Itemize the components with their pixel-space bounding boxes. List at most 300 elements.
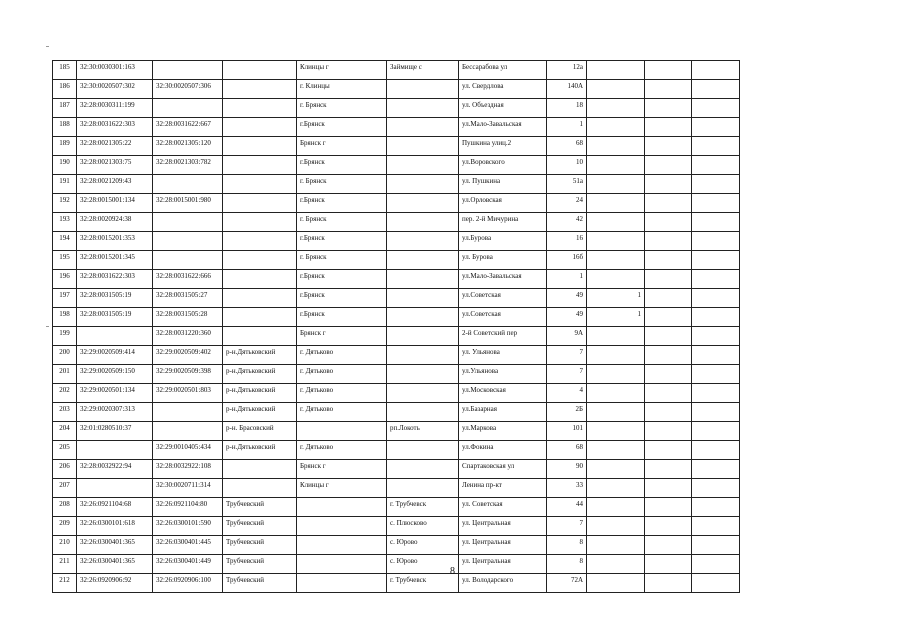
settlement-cell: рп.Локоть [387, 422, 459, 441]
extra-col-9-cell [587, 517, 645, 536]
extra-col-11-cell [692, 251, 740, 270]
cadastral-number-cell: 32:28:0015201:345 [77, 251, 153, 270]
street-cell: ул.Советская [459, 289, 547, 308]
settlement-cell: с. Плюсково [387, 517, 459, 536]
settlement-cell [387, 403, 459, 422]
cadastral-number-cell [77, 327, 153, 346]
row-number-cell: 200 [53, 346, 77, 365]
city-cell: г. Брянск [297, 251, 387, 270]
row-number-cell: 210 [53, 536, 77, 555]
cadastral-number-2-cell: 32:26:0300401:449 [153, 555, 223, 574]
table-row [53, 346, 740, 365]
extra-col-10-cell [645, 213, 692, 232]
extra-col-10-cell [645, 365, 692, 384]
extra-col-10-cell [645, 99, 692, 118]
extra-col-10-cell [645, 479, 692, 498]
cadastral-number-2-cell: 32:28:0031505:27 [153, 289, 223, 308]
table-row [53, 251, 740, 270]
cadastral-number-cell: 32:30:0030301:163 [77, 61, 153, 80]
row-number-cell: 187 [53, 99, 77, 118]
table-row [53, 327, 740, 346]
extra-col-11-cell [692, 517, 740, 536]
extra-col-10-cell [645, 175, 692, 194]
table-row [53, 365, 740, 384]
street-cell: пер. 2-й Мичурина [459, 213, 547, 232]
extra-col-11-cell [692, 289, 740, 308]
street-cell: ул. Свердлова [459, 80, 547, 99]
city-cell: Брянск г [297, 137, 387, 156]
house-cell: 49 [547, 308, 587, 327]
cadastral-number-2-cell: 32:28:0031220:360 [153, 327, 223, 346]
city-cell: г. Брянск [297, 213, 387, 232]
scan-mark [46, 46, 49, 47]
extra-col-9-cell [587, 118, 645, 137]
table-row [53, 80, 740, 99]
extra-col-11-cell [692, 498, 740, 517]
page-number: 8 [450, 566, 455, 577]
district-cell [223, 213, 297, 232]
extra-col-11-cell [692, 137, 740, 156]
district-cell [223, 327, 297, 346]
district-cell: р-н.Дятьковский [223, 384, 297, 403]
street-cell: ул. Володарского [459, 574, 547, 593]
extra-col-11-cell [692, 460, 740, 479]
cadastral-number-cell: 32:29:0020509:414 [77, 346, 153, 365]
extra-col-9-cell [587, 422, 645, 441]
extra-col-10-cell [645, 194, 692, 213]
cadastral-number-cell: 32:28:0021209:43 [77, 175, 153, 194]
cadastral-number-cell: 32:29:0020307:313 [77, 403, 153, 422]
cadastral-number-cell: 32:26:0920906:92 [77, 574, 153, 593]
settlement-cell [387, 441, 459, 460]
extra-col-9-cell [587, 213, 645, 232]
district-cell: Трубчевский [223, 536, 297, 555]
house-cell: 68 [547, 441, 587, 460]
city-cell: г.Брянск [297, 289, 387, 308]
extra-col-11-cell [692, 156, 740, 175]
street-cell: Спартаковская ул [459, 460, 547, 479]
cadastral-number-2-cell: 32:28:0015001:980 [153, 194, 223, 213]
city-cell: Клинцы г [297, 61, 387, 80]
extra-col-9-cell [587, 61, 645, 80]
cadastral-number-cell: 32:28:0015001:134 [77, 194, 153, 213]
cadastral-number-cell: 32:28:0031505:19 [77, 308, 153, 327]
district-cell [223, 460, 297, 479]
settlement-cell [387, 251, 459, 270]
street-cell: ул. Бурова [459, 251, 547, 270]
house-cell: 12а [547, 61, 587, 80]
city-cell: г.Брянск [297, 308, 387, 327]
house-cell: 51а [547, 175, 587, 194]
extra-col-9-cell [587, 80, 645, 99]
cadastral-number-cell: 32:30:0020507:302 [77, 80, 153, 99]
city-cell: Брянск г [297, 460, 387, 479]
settlement-cell: г. Трубчевск [387, 498, 459, 517]
district-cell: Трубчевский [223, 498, 297, 517]
city-cell: г. Дятьково [297, 365, 387, 384]
row-number-cell: 186 [53, 80, 77, 99]
extra-col-10-cell [645, 422, 692, 441]
cadastral-number-2-cell: 32:28:0032922:108 [153, 460, 223, 479]
street-cell: ул. Ульянова [459, 346, 547, 365]
cadastral-number-cell: 32:28:0015201:353 [77, 232, 153, 251]
extra-col-10-cell [645, 289, 692, 308]
row-number-cell: 209 [53, 517, 77, 536]
house-cell: 1 [547, 118, 587, 137]
cadastral-number-2-cell [153, 213, 223, 232]
street-cell: 2-й Советский пер [459, 327, 547, 346]
settlement-cell [387, 365, 459, 384]
street-cell: Ленина пр-кт [459, 479, 547, 498]
row-number-cell: 212 [53, 574, 77, 593]
extra-col-11-cell [692, 422, 740, 441]
extra-col-10-cell [645, 80, 692, 99]
extra-col-9-cell [587, 156, 645, 175]
cadastral-number-cell: 32:29:0020501:134 [77, 384, 153, 403]
district-cell [223, 251, 297, 270]
extra-col-9-cell [587, 346, 645, 365]
settlement-cell [387, 118, 459, 137]
extra-col-10-cell [645, 118, 692, 137]
table-row [53, 213, 740, 232]
settlement-cell: Займище с [387, 61, 459, 80]
cadastral-number-2-cell [153, 99, 223, 118]
extra-col-9-cell [587, 251, 645, 270]
house-cell: 8 [547, 555, 587, 574]
extra-col-10-cell [645, 137, 692, 156]
street-cell: ул.Советская [459, 308, 547, 327]
extra-col-9-cell [587, 194, 645, 213]
extra-col-10-cell [645, 384, 692, 403]
table-row [53, 384, 740, 403]
cadastral-number-2-cell: 32:29:0010405:434 [153, 441, 223, 460]
cadastral-number-cell: 32:29:0020509:150 [77, 365, 153, 384]
row-number-cell: 196 [53, 270, 77, 289]
district-cell [223, 270, 297, 289]
extra-col-10-cell [645, 61, 692, 80]
table-row [53, 118, 740, 137]
cadastral-number-cell: 32:28:0031622:303 [77, 118, 153, 137]
house-cell: 7 [547, 365, 587, 384]
extra-col-10-cell [645, 460, 692, 479]
table-row [53, 194, 740, 213]
cadastral-number-cell: 32:26:0300401:365 [77, 536, 153, 555]
street-cell: ул.Бурова [459, 232, 547, 251]
cadastral-number-cell: 32:28:0021303:75 [77, 156, 153, 175]
extra-col-10-cell [645, 156, 692, 175]
settlement-cell [387, 156, 459, 175]
cadastral-number-2-cell [153, 175, 223, 194]
extra-col-10-cell [645, 441, 692, 460]
extra-col-9-cell: 1 [587, 308, 645, 327]
street-cell: ул.Воровского [459, 156, 547, 175]
extra-col-11-cell [692, 441, 740, 460]
extra-col-9-cell [587, 365, 645, 384]
settlement-cell [387, 479, 459, 498]
extra-col-9-cell [587, 384, 645, 403]
cadastral-number-2-cell: 32:26:0300401:445 [153, 536, 223, 555]
street-cell: ул. Пушкина [459, 175, 547, 194]
table-row [53, 232, 740, 251]
house-cell: 16б [547, 251, 587, 270]
district-cell [223, 137, 297, 156]
extra-col-11-cell [692, 384, 740, 403]
settlement-cell [387, 137, 459, 156]
extra-col-9-cell [587, 99, 645, 118]
extra-col-9-cell [587, 175, 645, 194]
extra-col-11-cell [692, 80, 740, 99]
extra-col-11-cell [692, 327, 740, 346]
row-number-cell: 198 [53, 308, 77, 327]
settlement-cell: г. Трубчевск [387, 574, 459, 593]
house-cell: 140А [547, 80, 587, 99]
city-cell: г.Брянск [297, 156, 387, 175]
settlement-cell [387, 232, 459, 251]
extra-col-11-cell [692, 99, 740, 118]
scan-mark [46, 326, 49, 327]
district-cell [223, 61, 297, 80]
house-cell: 42 [547, 213, 587, 232]
extra-col-9-cell [587, 441, 645, 460]
district-cell: р-н.Дятьковский [223, 346, 297, 365]
cadastral-number-2-cell: 32:26:0920906:100 [153, 574, 223, 593]
row-number-cell: 188 [53, 118, 77, 137]
row-number-cell: 185 [53, 61, 77, 80]
cadastral-number-2-cell: 32:28:0031505:28 [153, 308, 223, 327]
extra-col-11-cell [692, 479, 740, 498]
city-cell: г. Дятьково [297, 346, 387, 365]
register-table-body [53, 61, 740, 593]
cadastral-number-2-cell: 32:28:0021305:120 [153, 137, 223, 156]
street-cell: ул.Московская [459, 384, 547, 403]
cadastral-number-2-cell: 32:30:0020507:306 [153, 80, 223, 99]
city-cell: г.Брянск [297, 270, 387, 289]
cadastral-number-2-cell: 32:28:0021303:782 [153, 156, 223, 175]
extra-col-10-cell [645, 232, 692, 251]
city-cell: г.Брянск [297, 118, 387, 137]
extra-col-9-cell [587, 479, 645, 498]
street-cell: ул.Маркова [459, 422, 547, 441]
cadastral-number-2-cell: 32:28:0031622:666 [153, 270, 223, 289]
extra-col-11-cell [692, 346, 740, 365]
district-cell [223, 194, 297, 213]
extra-col-10-cell [645, 251, 692, 270]
street-cell: Пушкина улиц.2 [459, 137, 547, 156]
extra-col-11-cell [692, 270, 740, 289]
house-cell: 8 [547, 536, 587, 555]
district-cell [223, 289, 297, 308]
table-row [53, 61, 740, 80]
city-cell: г. Брянск [297, 99, 387, 118]
table-row [53, 137, 740, 156]
row-number-cell: 201 [53, 365, 77, 384]
cadastral-number-2-cell [153, 251, 223, 270]
district-cell [223, 80, 297, 99]
extra-col-9-cell [587, 232, 645, 251]
city-cell [297, 422, 387, 441]
city-cell [297, 536, 387, 555]
house-cell: 90 [547, 460, 587, 479]
cadastral-number-2-cell: 32:26:0300101:590 [153, 517, 223, 536]
extra-col-9-cell [587, 460, 645, 479]
settlement-cell [387, 175, 459, 194]
settlement-cell [387, 289, 459, 308]
cadastral-number-cell [77, 441, 153, 460]
street-cell: ул.Фокина [459, 441, 547, 460]
extra-col-10-cell [645, 403, 692, 422]
extra-col-11-cell [692, 194, 740, 213]
street-cell: ул.Ульянова [459, 365, 547, 384]
table-row [53, 422, 740, 441]
table-row [53, 536, 740, 555]
street-cell: ул.Мало-Завальская [459, 118, 547, 137]
settlement-cell: с. Юрово [387, 536, 459, 555]
settlement-cell [387, 327, 459, 346]
row-number-cell: 207 [53, 479, 77, 498]
house-cell: 18 [547, 99, 587, 118]
house-cell: 7 [547, 517, 587, 536]
cadastral-number-cell: 32:28:0031622:303 [77, 270, 153, 289]
city-cell: г.Брянск [297, 232, 387, 251]
cadastral-number-cell: 32:28:0031505:19 [77, 289, 153, 308]
extra-col-10-cell [645, 270, 692, 289]
district-cell: Трубчевский [223, 574, 297, 593]
settlement-cell [387, 99, 459, 118]
table-row [53, 156, 740, 175]
street-cell: Бессарабова ул [459, 61, 547, 80]
house-cell: 101 [547, 422, 587, 441]
cadastral-number-2-cell: 32:30:0020711:314 [153, 479, 223, 498]
row-number-cell: 211 [53, 555, 77, 574]
house-cell: 72А [547, 574, 587, 593]
street-cell: ул.Базарная [459, 403, 547, 422]
street-cell: ул.Орловская [459, 194, 547, 213]
cadastral-number-2-cell: 32:28:0031622:667 [153, 118, 223, 137]
city-cell: Клинцы г [297, 479, 387, 498]
city-cell: г. Клинцы [297, 80, 387, 99]
house-cell: 33 [547, 479, 587, 498]
house-cell: 9А [547, 327, 587, 346]
district-cell [223, 156, 297, 175]
settlement-cell [387, 460, 459, 479]
extra-col-10-cell [645, 536, 692, 555]
city-cell [297, 517, 387, 536]
extra-col-10-cell [645, 308, 692, 327]
extra-col-10-cell [645, 327, 692, 346]
city-cell: Брянск г [297, 327, 387, 346]
table-row [53, 270, 740, 289]
settlement-cell [387, 194, 459, 213]
row-number-cell: 208 [53, 498, 77, 517]
district-cell [223, 99, 297, 118]
city-cell: г. Дятьково [297, 403, 387, 422]
district-cell [223, 118, 297, 137]
cadastral-number-cell: 32:26:0300101:618 [77, 517, 153, 536]
extra-col-11-cell [692, 365, 740, 384]
settlement-cell: с. Юрово [387, 555, 459, 574]
house-cell: 7 [547, 346, 587, 365]
extra-col-9-cell [587, 270, 645, 289]
extra-col-9-cell [587, 137, 645, 156]
house-cell: 44 [547, 498, 587, 517]
row-number-cell: 194 [53, 232, 77, 251]
city-cell: г. Брянск [297, 175, 387, 194]
house-cell: 24 [547, 194, 587, 213]
row-number-cell: 189 [53, 137, 77, 156]
cadastral-number-cell: 32:26:0921104:68 [77, 498, 153, 517]
cadastral-number-cell [77, 479, 153, 498]
settlement-cell [387, 308, 459, 327]
table-row [53, 289, 740, 308]
row-number-cell: 197 [53, 289, 77, 308]
street-cell: ул.Мало-Завальская [459, 270, 547, 289]
table-row [53, 441, 740, 460]
street-cell: ул. Объездная [459, 99, 547, 118]
house-cell: 16 [547, 232, 587, 251]
district-cell: Трубчевский [223, 517, 297, 536]
extra-col-11-cell [692, 213, 740, 232]
city-cell: г. Дятьково [297, 441, 387, 460]
city-cell: г.Брянск [297, 194, 387, 213]
district-cell [223, 308, 297, 327]
house-cell: 10 [547, 156, 587, 175]
district-cell: р-н.Дятьковский [223, 441, 297, 460]
table-row [53, 517, 740, 536]
row-number-cell: 193 [53, 213, 77, 232]
cadastral-number-2-cell [153, 61, 223, 80]
extra-col-9-cell: 1 [587, 289, 645, 308]
extra-col-11-cell [692, 118, 740, 137]
city-cell: г. Дятьково [297, 384, 387, 403]
cadastral-number-cell: 32:28:0021305:22 [77, 137, 153, 156]
house-cell: 49 [547, 289, 587, 308]
district-cell: р-н.Дятьковский [223, 365, 297, 384]
extra-col-9-cell [587, 327, 645, 346]
district-cell: Трубчевский [223, 555, 297, 574]
street-cell: ул. Центральная [459, 555, 547, 574]
cadastral-number-cell: 32:01:0280510:37 [77, 422, 153, 441]
cadastral-number-cell: 32:28:0030311:199 [77, 99, 153, 118]
cadastral-number-2-cell: 32:29:0020509:402 [153, 346, 223, 365]
district-cell: р-н. Брасовский [223, 422, 297, 441]
settlement-cell [387, 213, 459, 232]
extra-col-11-cell [692, 403, 740, 422]
table-row [53, 99, 740, 118]
row-number-cell: 195 [53, 251, 77, 270]
street-cell: ул. Центральная [459, 517, 547, 536]
extra-col-11-cell [692, 308, 740, 327]
settlement-cell [387, 384, 459, 403]
extra-col-9-cell [587, 498, 645, 517]
cadastral-number-2-cell: 32:29:0020509:398 [153, 365, 223, 384]
table-row [53, 498, 740, 517]
extra-col-11-cell [692, 232, 740, 251]
city-cell [297, 498, 387, 517]
extra-col-11-cell [692, 175, 740, 194]
extra-col-11-cell [692, 61, 740, 80]
district-cell: р-н.Дятьковский [223, 403, 297, 422]
street-cell: ул. Центральная [459, 536, 547, 555]
table-row [53, 403, 740, 422]
cadastral-number-cell: 32:28:0032922:94 [77, 460, 153, 479]
cadastral-number-2-cell [153, 403, 223, 422]
house-cell: 68 [547, 137, 587, 156]
extra-col-9-cell [587, 403, 645, 422]
street-cell: ул. Советская [459, 498, 547, 517]
cadastral-number-cell: 32:26:0300401:365 [77, 555, 153, 574]
cadastral-number-2-cell: 32:29:0020501:803 [153, 384, 223, 403]
row-number-cell: 205 [53, 441, 77, 460]
